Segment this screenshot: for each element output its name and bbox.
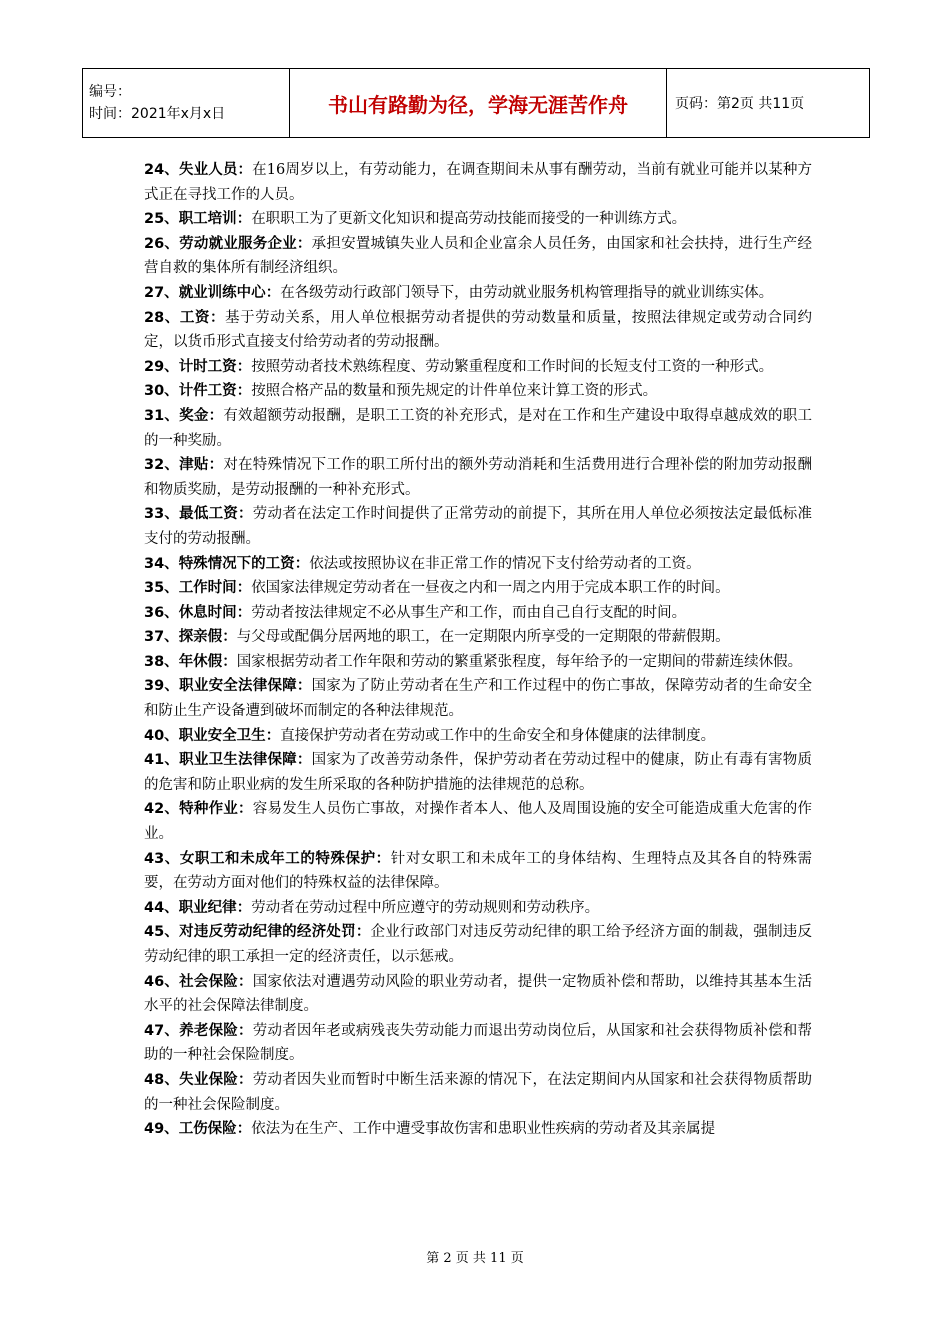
document-number-label: 编号： [89, 84, 131, 100]
glossary-definition: 对在特殊情况下工作的职工所付出的额外劳动消耗和生活费用进行合理补偿的附加劳动报酬和物质奖励，是劳动报酬的一种补充形式。 [144, 457, 813, 498]
glossary-term: 养老保险 [179, 1022, 239, 1039]
glossary-term: 职业卫生法律保障 [179, 752, 297, 769]
glossary-entry [144, 748, 812, 797]
glossary-entry [144, 379, 812, 404]
term-separator: ： [236, 383, 252, 400]
glossary-term-wrap [144, 236, 312, 252]
glossary-term: 失业保险 [179, 1071, 239, 1088]
glossary-number: 34、 [144, 555, 179, 572]
glossary-number: 47、 [144, 1022, 180, 1039]
glossary-entry [144, 896, 812, 921]
glossary-number: 36、 [144, 604, 179, 621]
glossary-definition: 承担安置城镇失业人员和企业富余人员任务，由国家和社会扶持，进行生产经营自救的集体所有制经济组织。 [144, 235, 813, 277]
glossary-term: 职业安全法律保障 [179, 678, 297, 695]
term-separator: ： [296, 678, 312, 695]
term-separator: ： [236, 899, 252, 916]
glossary-entry [144, 232, 812, 281]
glossary-term: 就业训练中心 [178, 284, 266, 301]
glossary-term-wrap [144, 310, 225, 326]
page-header [82, 68, 870, 138]
term-separator: ： [296, 235, 312, 252]
glossary-term: 失业人员 [178, 162, 238, 178]
glossary-term: 计时工资 [178, 358, 237, 375]
glossary-definition: 依国家法律规定劳动者在一昼夜之内和一周之内用于完成本职工作的时间。 [251, 580, 730, 597]
glossary-term-wrap [144, 580, 251, 596]
glossary-number: 42、 [144, 801, 180, 818]
glossary-entry [144, 847, 812, 896]
glossary-term: 职工培训 [178, 211, 237, 228]
glossary-term-wrap [144, 629, 237, 645]
glossary-entry [144, 970, 812, 1019]
glossary-entry [144, 625, 812, 650]
glossary-number: 35、 [144, 580, 179, 597]
term-separator: ： [236, 211, 252, 228]
glossary-term: 特殊情况下的工资 [178, 555, 295, 572]
glossary-term-wrap [144, 1121, 251, 1137]
glossary-entry [144, 920, 812, 969]
glossary-term-wrap [144, 556, 309, 572]
glossary-number: 41、 [144, 752, 180, 769]
glossary-term: 对违反劳动纪律的经济处罚 [179, 924, 356, 941]
glossary-definition: 国家根据劳动者工作年限和劳动的繁重紧张程度，每年给予的一定期间的带薪连续休假。 [236, 653, 803, 670]
glossary-term-wrap [144, 408, 223, 424]
term-separator: ： [222, 653, 237, 670]
glossary-entry [144, 453, 812, 502]
glossary-definition: 劳动者在法定工作时间提供了正常劳动的前提下，其所在用人单位必须按法定最低标准支付的劳动报酬。 [144, 506, 813, 547]
glossary-number: 44、 [144, 899, 179, 916]
glossary-definition: 国家为了防止劳动者在生产和工作过程中的伤亡事故，保障劳动者的生命安全和防止生产设备遭到破坏而制定的各种法律规范。 [144, 678, 813, 720]
glossary-definition: 劳动者因年老或病残丧失劳动能力而退出劳动岗位后，从国家和社会获得物质补偿和帮助的一种社会保险制度。 [144, 1022, 813, 1064]
glossary-term-wrap [144, 851, 391, 867]
glossary-body [144, 158, 812, 1142]
glossary-term: 休息时间 [178, 604, 237, 621]
glossary-term-wrap [144, 359, 251, 375]
page-footer: 第 2 页 共 11 页 [426, 1251, 524, 1266]
glossary-term-wrap [144, 924, 371, 940]
glossary-term: 年休假 [178, 653, 223, 670]
glossary-term: 劳动就业服务企业 [179, 235, 297, 252]
term-separator: ： [238, 801, 253, 818]
glossary-term-wrap [144, 506, 253, 522]
glossary-definition: 劳动者在劳动过程中所应遵守的劳动规则和劳动秩序。 [251, 899, 600, 916]
glossary-term-wrap [144, 383, 251, 399]
glossary-definition: 依法或按照协议在非正常工作的情况下支付给劳动者的工资。 [309, 555, 701, 572]
glossary-number: 28、 [144, 309, 180, 326]
glossary-entry [144, 355, 812, 380]
glossary-term-wrap [144, 162, 252, 178]
glossary-number: 48、 [144, 1071, 180, 1088]
glossary-term-wrap [144, 801, 253, 817]
glossary-definition: 按照劳动者技术熟练程度、劳动繁重程度和工作时间的长短支付工资的一种形式。 [251, 358, 774, 375]
glossary-definition: 劳动者因失业而暂时中断生活来源的情况下，在法定期间内从国家和社会获得物质帮助的一种社会保险制度。 [144, 1071, 813, 1113]
glossary-term-wrap [144, 974, 253, 990]
glossary-term-wrap [144, 752, 312, 768]
header-motto: 书山有路勤为径，学海无涯苦作舟 [290, 69, 667, 138]
glossary-number: 27、 [144, 284, 179, 301]
glossary-term-wrap [144, 1072, 253, 1088]
term-separator: ： [222, 629, 237, 646]
term-separator: ： [238, 1022, 253, 1039]
glossary-term-wrap [144, 728, 280, 744]
glossary-definition: 针对女职工和未成年工的身体结构、生理特点及其各自的特殊需要，在劳动方面对他们的特殊权益的法律保障。 [144, 850, 813, 892]
glossary-term: 工资 [179, 309, 210, 326]
glossary-definition: 国家依法对遭遇劳动风险的职业劳动者，提供一定物质补偿和帮助，以维持其基本生活水平的社会保障法律制度。 [144, 973, 813, 1015]
glossary-definition: 在16周岁以上，有劳动能力，在调查期间未从事有酬劳动，当前有就业可能并以某种方式正在寻找工作的人员。 [144, 162, 813, 203]
glossary-term: 女职工和未成年工的特殊保护 [179, 850, 376, 867]
glossary-number: 38、 [144, 653, 179, 670]
glossary-term: 工作时间 [178, 580, 237, 597]
glossary-number: 32、 [144, 457, 180, 474]
glossary-entry [144, 207, 812, 232]
glossary-definition: 直接保护劳动者在劳动或工作中的生命安全和身体健康的法律制度。 [280, 727, 716, 744]
glossary-entry [144, 650, 812, 675]
glossary-term-wrap [144, 285, 280, 301]
term-separator: ： [236, 604, 252, 621]
glossary-definition: 容易发生人员伤亡事故，对操作者本人、他人及周围设施的安全可能造成重大危害的作业。 [144, 801, 813, 843]
glossary-entry [144, 674, 812, 723]
glossary-entry [144, 404, 812, 453]
glossary-term: 职业纪律 [178, 899, 237, 916]
glossary-number: 45、 [144, 924, 180, 941]
term-separator: ： [208, 457, 224, 474]
glossary-term-wrap [144, 678, 312, 694]
glossary-number: 33、 [144, 506, 180, 523]
glossary-number: 40、 [144, 727, 179, 744]
term-separator: ： [355, 924, 371, 941]
term-separator: ： [236, 358, 252, 375]
glossary-definition: 企业行政部门对违反劳动纪律的职工给予经济方面的制裁，强制违反劳动纪律的职工承担一定的经济责任，以示惩戒。 [144, 924, 813, 965]
term-separator: ： [236, 580, 252, 597]
glossary-number: 43、 [144, 850, 180, 867]
glossary-definition: 在各级劳动行政部门领导下，由劳动就业服务机构管理指导的就业训练实体。 [280, 284, 774, 301]
term-separator: ： [208, 407, 224, 424]
glossary-definition: 国家为了改善劳动条件，保护劳动者在劳动过程中的健康，防止有毒有害物质的危害和防止职业病的发生所采取的各种防护措施的法律规范的总称。 [144, 752, 813, 793]
term-separator: ： [209, 309, 226, 326]
glossary-number: 24、 [144, 162, 179, 178]
glossary-term: 特种作业 [179, 801, 239, 818]
glossary-entry [144, 576, 812, 601]
glossary-entry [144, 306, 812, 355]
term-separator: ： [265, 727, 281, 744]
term-separator: ： [236, 1121, 252, 1138]
glossary-entry [144, 1019, 812, 1068]
glossary-term: 社会保险 [179, 973, 239, 990]
glossary-term-wrap [144, 900, 251, 916]
glossary-term: 工伤保险 [178, 1121, 237, 1138]
glossary-term-wrap [144, 211, 251, 227]
header-page-info: 页码：第2页 共11页 [667, 69, 870, 138]
glossary-entry [144, 797, 812, 846]
term-separator: ： [238, 506, 253, 523]
glossary-entry [144, 1068, 812, 1117]
glossary-number: 46、 [144, 973, 180, 990]
glossary-term: 最低工资 [179, 506, 239, 523]
glossary-number: 30、 [144, 383, 179, 400]
glossary-term: 探亲假 [178, 629, 223, 646]
glossary-entry [144, 1117, 812, 1142]
term-separator: ： [375, 850, 391, 867]
glossary-entry [144, 502, 812, 551]
glossary-term-wrap [144, 654, 237, 670]
term-separator: ： [237, 162, 253, 178]
document-date-label: 时间：2021年x月x日 [89, 106, 226, 122]
glossary-definition: 劳动者按法律规定不必从事生产和工作，而由自己自行支配的时间。 [251, 604, 687, 621]
glossary-number: 25、 [144, 211, 179, 228]
header-meta [83, 69, 290, 138]
glossary-term-wrap [144, 1023, 253, 1039]
glossary-entry [144, 552, 812, 577]
glossary-definition: 与父母或配偶分居两地的职工，在一定期限内所享受的一定期限的带薪假期。 [236, 629, 730, 646]
glossary-number: 31、 [144, 407, 180, 424]
glossary-definition: 有效超额劳动报酬，是职工工资的补充形式，是对在工作和生产建设中取得卓越成效的职工的一种奖励。 [144, 407, 813, 449]
glossary-entry [144, 724, 812, 749]
glossary-entry [144, 158, 812, 207]
glossary-entry [144, 601, 812, 626]
term-separator: ： [238, 973, 253, 990]
glossary-number: 37、 [144, 629, 179, 646]
glossary-definition: 在职职工为了更新文化知识和提高劳动技能而接受的一种训练方式。 [251, 211, 687, 228]
glossary-definition: 依法为在生产、工作中遭受事故伤害和患职业性疾病的劳动者及其亲属提 [251, 1121, 716, 1138]
glossary-term: 奖金 [179, 407, 209, 424]
glossary-term-wrap [144, 605, 251, 621]
glossary-definition: 按照合格产品的数量和预先规定的计件单位来计算工资的形式。 [251, 383, 658, 400]
term-separator: ： [296, 752, 312, 769]
glossary-term: 计件工资 [178, 383, 237, 400]
glossary-term: 职业安全卫生 [178, 727, 266, 744]
glossary-number: 26、 [144, 235, 180, 252]
glossary-number: 39、 [144, 678, 180, 695]
glossary-number: 29、 [144, 358, 179, 375]
glossary-number: 49、 [144, 1121, 179, 1138]
glossary-definition: 基于劳动关系，用人单位根据劳动者提供的劳动数量和质量，按照法律规定或劳动合同约定，以货币形式直接支付给劳动者的劳动报酬。 [144, 309, 813, 351]
glossary-entry [144, 281, 812, 306]
term-separator: ： [294, 555, 310, 572]
term-separator: ： [265, 284, 281, 301]
glossary-term-wrap [144, 457, 223, 473]
glossary-term: 津贴 [179, 457, 209, 474]
term-separator: ： [238, 1071, 253, 1088]
